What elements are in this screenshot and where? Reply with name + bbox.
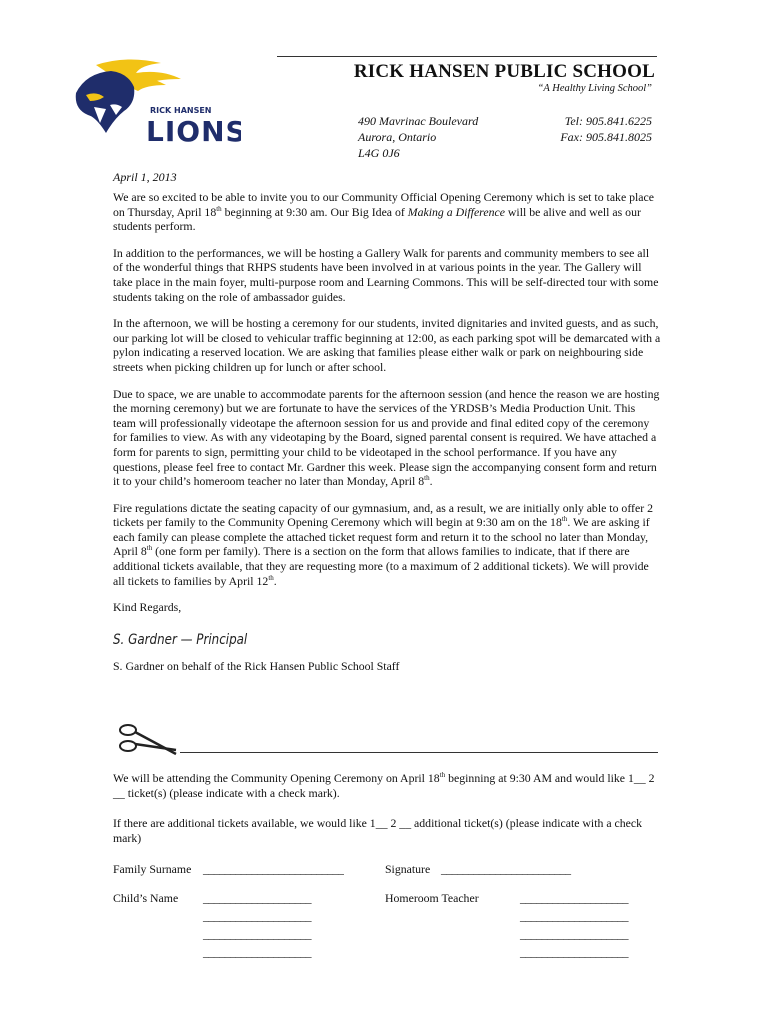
childs-name-field[interactable]: ____________________	[203, 891, 311, 905]
signoff: S. Gardner on behalf of the Rick Hansen Public School Staff	[113, 659, 400, 674]
svg-text:RICK HANSEN: RICK HANSEN	[150, 106, 212, 115]
header-rule	[277, 56, 657, 57]
fax-number: Fax: 905.841.8025	[560, 130, 652, 144]
ticket-request-form	[113, 771, 661, 861]
homeroom-teacher-field[interactable]: ____________________	[520, 927, 628, 941]
letter-body	[113, 190, 661, 686]
family-surname-field[interactable]: __________________________	[203, 862, 344, 876]
address-line: 490 Mavrinac Boulevard	[358, 114, 479, 128]
closing: Kind Regards,	[113, 600, 182, 615]
school-address	[358, 113, 478, 161]
childs-name-field[interactable]: ____________________	[203, 945, 311, 959]
handwritten-signature: S. Gardner — Principal	[113, 631, 248, 648]
signature-label: Signature	[385, 862, 431, 876]
school-motto: “A Healthy Living School”	[537, 83, 652, 94]
paragraph: In the afternoon, we will be hosting a ceremony for our students, invited dignitaries and invited guests, and as such, our parking lot will be closed to vehicular traffic beginning at 12:00, as each parking spot will be demarcated with a pylon indicating a reserved location. We are asking that families please either walk or park on neighbouring side streets when picking children up for lunch or after school.	[113, 316, 661, 374]
family-surname-label: Family Surname	[113, 862, 192, 876]
school-logo	[66, 55, 241, 150]
paragraph: Due to space, we are unable to accommodate parents for the afternoon session (and hence the reason we are hosting the morning ceremony) but we are fortunate to have the services of the YRDSB’s Media Production Unit. This team will professionally videotape the afternoon session for us and provide and final edited copy of the ceremony for families to view. As with any videotaping by the Board, signed parental consent is required. We have attached a form for parents to sign, permitting your child to be videotaped in the school performance. If you have any questions, please feel free to contact Mr. Gardner this week. Please sign the accompanying consent form and return it to your child’s homeroom teacher no later than Monday, April 8th.	[113, 386, 660, 489]
school-name: RICK HANSEN PUBLIC SCHOOL	[353, 61, 655, 82]
homeroom-teacher-field[interactable]: ____________________	[520, 891, 628, 905]
attendance-request: We will be attending the Community Opening Ceremony on April 18th beginning at 9:30 AM and would like 1__ 2 __ ticket(s) (please indicate with a check mark).	[113, 771, 655, 800]
paragraph: In addition to the performances, we will be hosting a Gallery Walk for parents and community members to see all of the wonderful things that RHPS students have been involved in at various points in the year. The Gallery will take place in the main foyer, multi-purpose room and Learning Commons. This will be self-directed tour with some students taking on the role of ambassador guides.	[113, 245, 659, 304]
paragraph: Fire regulations dictate the seating capacity of our gymnasium, and, as a result, we are initially only able to offer 2 tickets per family to the Community Opening Ceremony which will begin at 9:30 am on the 18th. We are asking if each family can please complete the attached ticket request form and return it to the school no later than Monday, April 8th (one form per family). There is a section on the form that allows families to indicate, that if there are additional tickets available, that they are requesting more (to a maximum of 2 additional tickets). We will provide all tickets to families by April 12th.	[113, 500, 653, 588]
phone-number: Tel: 905.841.6225	[564, 114, 652, 128]
signature-field[interactable]: ________________________	[441, 862, 571, 876]
lion-logo-icon	[66, 55, 241, 150]
letter-date: April 1, 2013	[113, 170, 177, 184]
homeroom-teacher-field[interactable]: ____________________	[520, 945, 628, 959]
additional-tickets-request: If there are additional tickets available, we would like 1__ 2 __ additional ticket(s) (please indicate with a check mark)	[113, 816, 643, 845]
homeroom-teacher-label: Homeroom Teacher	[385, 891, 479, 905]
childs-name-label: Child’s Name	[113, 891, 179, 905]
childs-name-field[interactable]: ____________________	[203, 927, 311, 941]
paragraph: We are so excited to be able to invite you to our Community Official Opening Ceremony which is set to take place on Thursday, April 18th beginning at 9:30 am. Our Big Idea of Making a Difference will be alive and well as our students perform.	[113, 190, 655, 234]
homeroom-teacher-field[interactable]: ____________________	[520, 909, 628, 923]
address-line: Aurora, Ontario	[358, 130, 437, 144]
scissors-icon	[118, 720, 180, 760]
school-contact	[500, 113, 652, 145]
cut-line	[180, 752, 658, 753]
address-line: L4G 0J6	[358, 146, 400, 160]
svg-text:LIONS: LIONS	[146, 115, 241, 148]
childs-name-field[interactable]: ____________________	[203, 909, 311, 923]
